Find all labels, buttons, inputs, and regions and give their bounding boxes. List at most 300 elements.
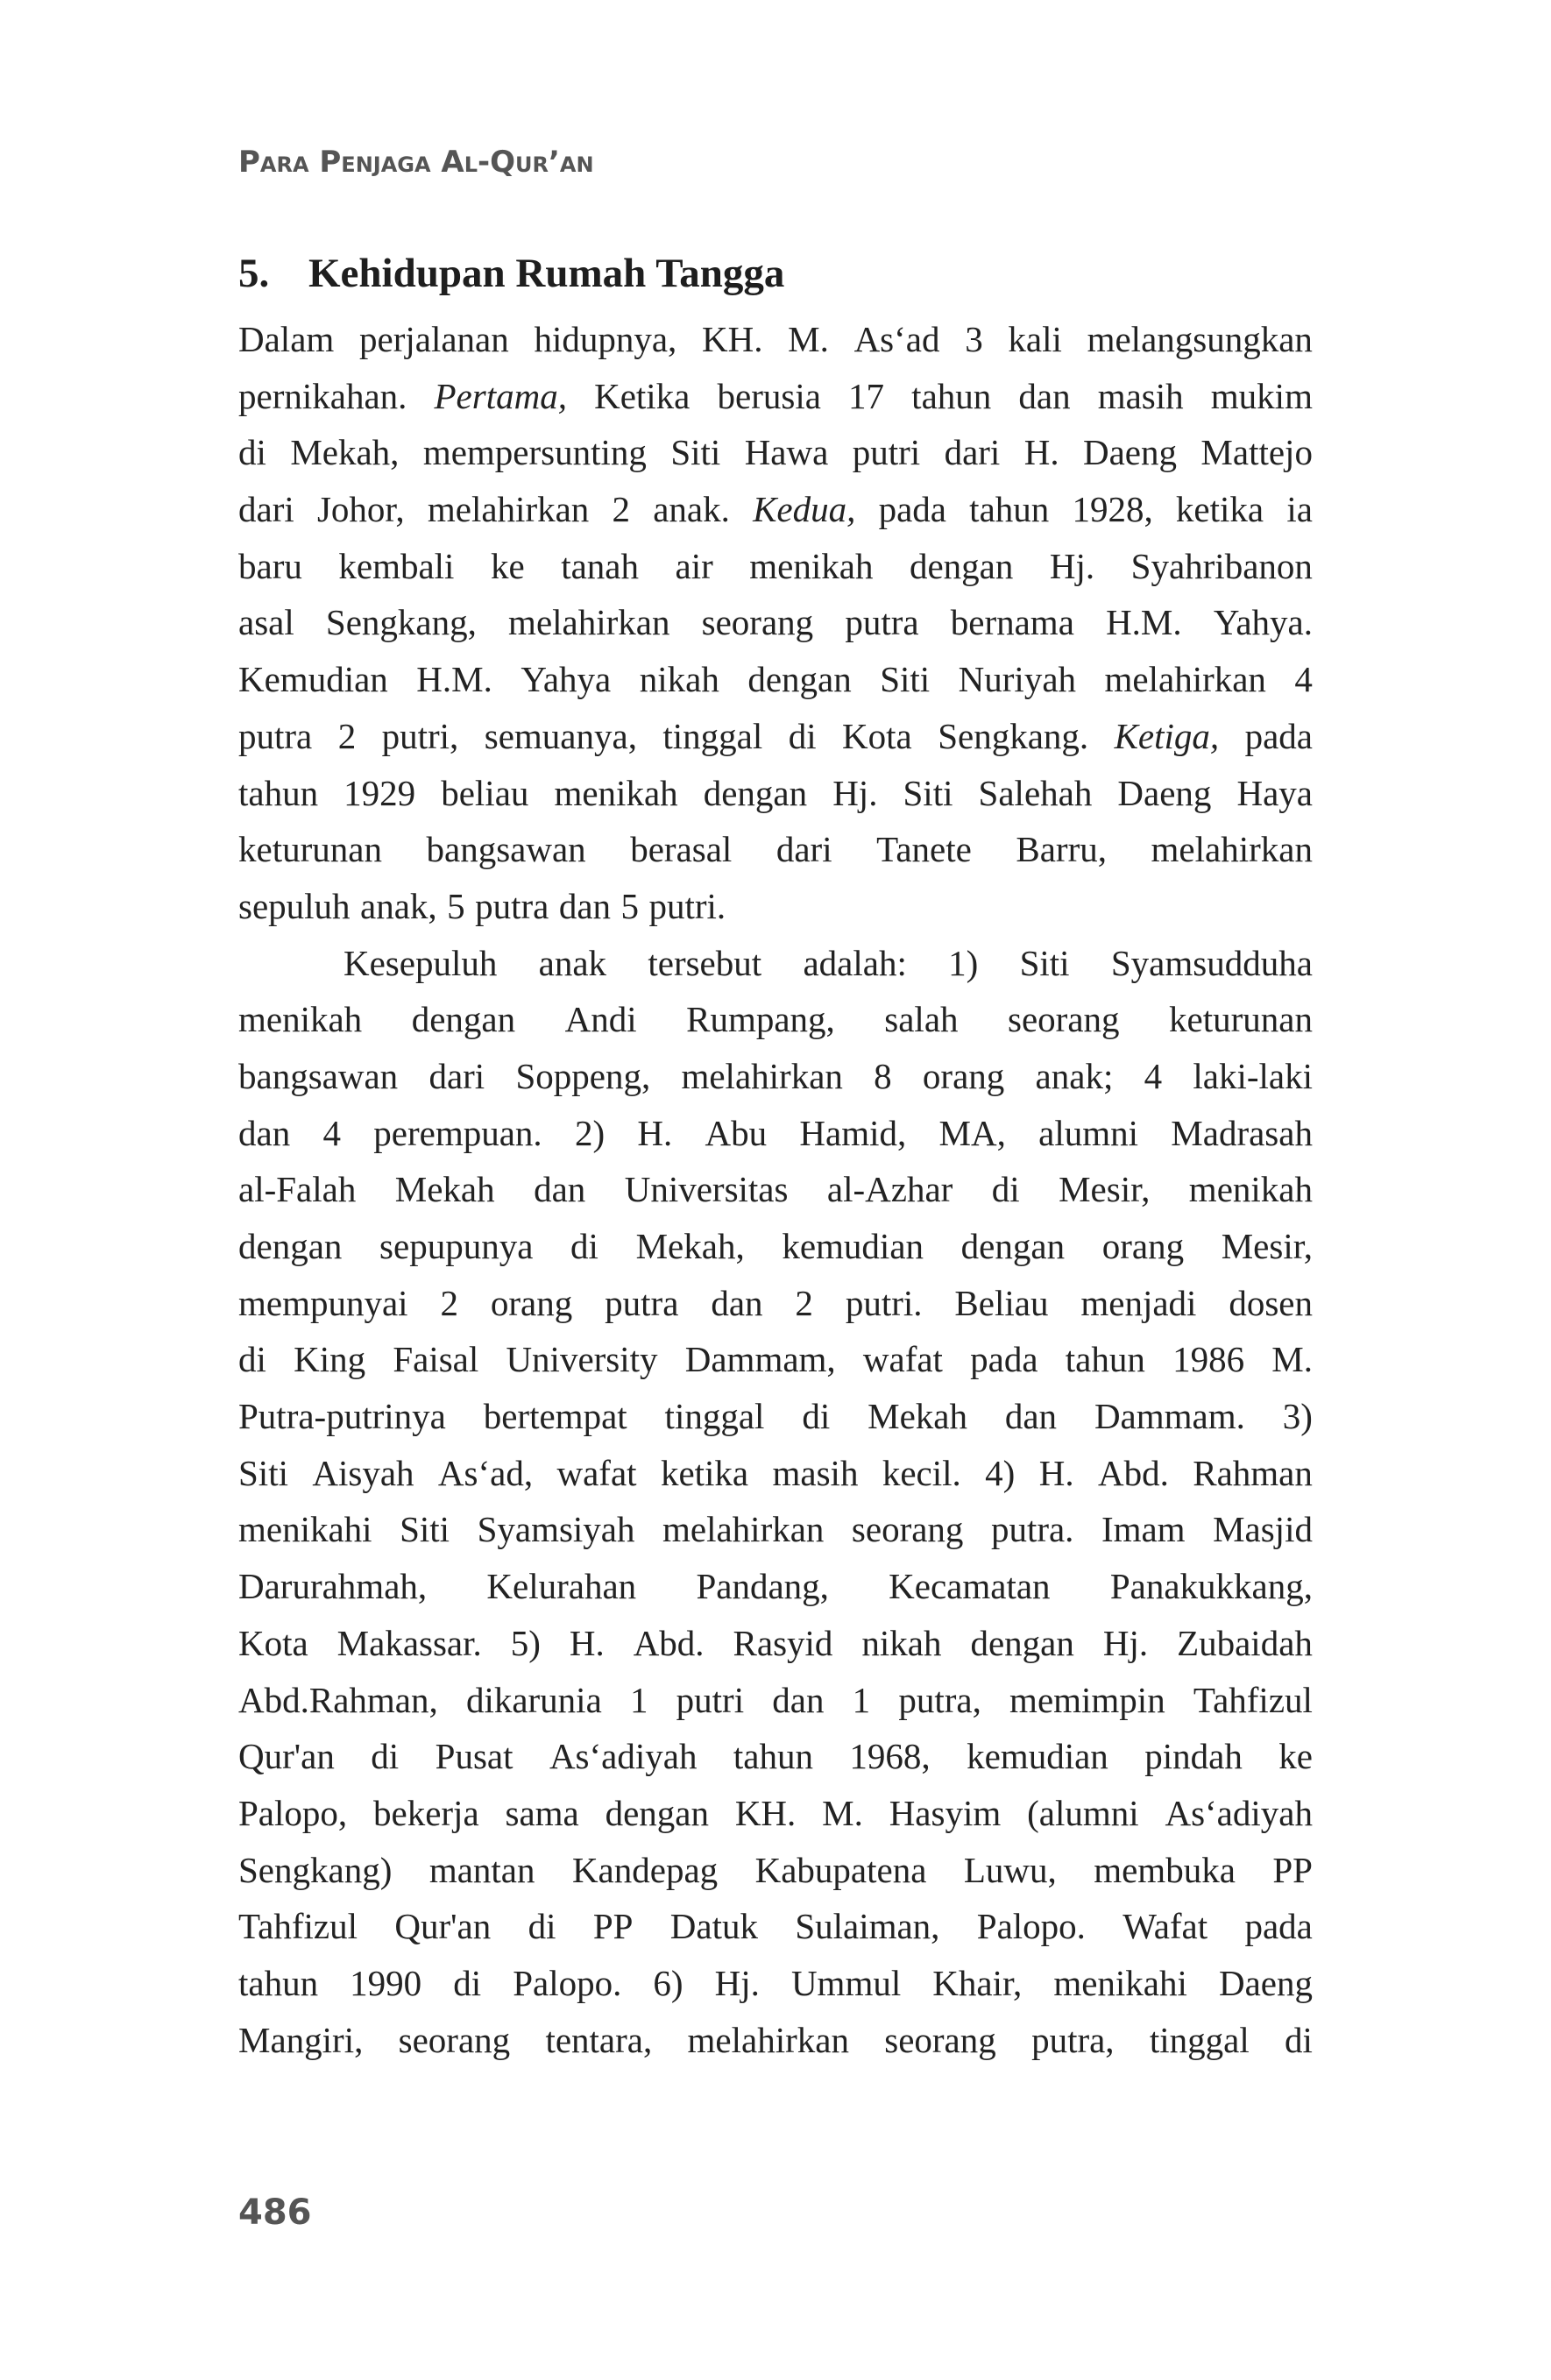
word: Hj. <box>1049 545 1095 586</box>
word: Faisal <box>393 1339 479 1380</box>
text-line <box>238 1501 1313 1558</box>
word: Abd. <box>1097 1452 1169 1493</box>
word: 4 <box>1294 659 1313 700</box>
word: Dammam, <box>684 1339 836 1380</box>
text-line <box>238 481 1313 538</box>
word: keturunan <box>1169 999 1313 1040</box>
word: Sulaiman, <box>795 1906 940 1947</box>
word: putra <box>238 715 313 756</box>
word: bernama <box>950 602 1074 643</box>
word: perjalanan <box>359 319 509 359</box>
word: Datuk <box>669 1906 758 1947</box>
word: H. <box>637 1112 673 1153</box>
word: putri, <box>381 715 459 756</box>
word: H. <box>1023 432 1059 473</box>
emphasis-word: Ketiga, <box>1114 715 1220 756</box>
word: mukim <box>1210 375 1313 416</box>
text-line <box>238 765 1313 822</box>
text-line <box>238 1218 1313 1275</box>
word: Mekah <box>394 1169 495 1210</box>
word: 1 <box>629 1679 648 1720</box>
word: Mekah, <box>635 1226 745 1266</box>
word: kali <box>1008 319 1062 359</box>
word: di <box>802 1396 831 1437</box>
word: Daeng <box>1218 1962 1313 2003</box>
word: Palopo. <box>513 1962 622 2003</box>
word: mempersunting <box>422 432 647 473</box>
word: membuka <box>1094 1849 1236 1890</box>
word: Kelurahan <box>486 1566 637 1607</box>
word: KH. <box>734 1792 797 1833</box>
word: 2) <box>574 1112 606 1153</box>
text-line <box>238 821 1313 878</box>
word: seorang <box>1008 999 1120 1040</box>
word: sepupunya <box>379 1226 534 1266</box>
word: orang <box>1101 1226 1185 1266</box>
word: di <box>528 1906 556 1947</box>
word: menjadi <box>1080 1282 1197 1323</box>
word: Khair, <box>932 1962 1023 2003</box>
word: Andi <box>564 999 637 1040</box>
word: As‘ad, <box>437 1452 534 1493</box>
word: berusia <box>717 375 821 416</box>
text-line <box>238 1955 1313 2012</box>
word: Haya <box>1236 772 1313 813</box>
word: dengan <box>411 999 516 1040</box>
word: orang <box>490 1282 573 1323</box>
word: dari <box>944 432 1001 473</box>
word: King <box>294 1339 366 1380</box>
word: alumni <box>1038 1112 1139 1153</box>
text-line <box>238 1388 1313 1445</box>
word: Abu <box>705 1112 768 1153</box>
word: dari <box>776 829 832 870</box>
word: bekerja <box>373 1792 479 1833</box>
body-text <box>238 311 1313 2068</box>
word: tersebut <box>648 942 762 983</box>
word: 2 <box>337 715 357 756</box>
word: Yahya <box>521 659 612 700</box>
word: 1986 <box>1172 1339 1245 1380</box>
word: Daeng <box>1083 432 1178 473</box>
word: Mattejo <box>1200 432 1313 473</box>
word: 2 <box>612 489 630 530</box>
word: asal <box>238 602 294 643</box>
word: Kabupatena <box>754 1849 927 1890</box>
word: di <box>788 715 817 756</box>
text-line <box>238 1672 1313 1729</box>
word: pada <box>1244 1906 1313 1947</box>
word: M. <box>822 1792 863 1833</box>
word: H. <box>1038 1452 1074 1493</box>
word: 1968, <box>849 1736 931 1777</box>
text-line <box>238 1842 1313 1899</box>
word: 5 <box>620 885 639 926</box>
word: di <box>238 1339 266 1380</box>
word: di <box>991 1169 1020 1210</box>
word: menikah <box>238 999 363 1040</box>
word: tinggal <box>664 1396 765 1437</box>
word: PP <box>1272 1849 1313 1890</box>
word: Qur'an <box>394 1906 492 1947</box>
text-line <box>238 1048 1313 1105</box>
word: Luwu, <box>963 1849 1057 1890</box>
word: Salehah <box>978 772 1093 813</box>
word: putra <box>475 885 549 926</box>
word: putra <box>845 602 919 643</box>
word: hidupnya, <box>534 319 677 359</box>
word: Darurahmah, <box>238 1566 428 1607</box>
word: dengan <box>747 659 852 700</box>
word: anak. <box>653 489 730 530</box>
word: memimpin <box>1009 1679 1165 1720</box>
word: 4) <box>985 1452 1016 1493</box>
word: Tanete <box>876 829 972 870</box>
word: menikahi <box>238 1509 372 1550</box>
word: mempunyai <box>238 1282 408 1323</box>
word: 1990 <box>350 1962 422 2003</box>
section-heading <box>238 245 784 301</box>
word: Sengkang. <box>938 715 1089 756</box>
word: tanah <box>561 545 639 586</box>
word: putra, <box>1031 2019 1115 2060</box>
emphasis-word: Pertama, <box>434 375 567 416</box>
text-line <box>238 368 1313 425</box>
word: salah <box>884 999 959 1040</box>
word: 5) <box>510 1622 541 1663</box>
word: pindah <box>1144 1736 1243 1777</box>
text-line <box>238 1558 1313 1615</box>
word: (alumni <box>1027 1792 1139 1833</box>
word: Kesepuluh <box>343 942 498 983</box>
word: al-Falah <box>238 1169 357 1210</box>
word: Mekah <box>868 1396 967 1437</box>
word: melahirkan <box>687 2019 849 2060</box>
word: Hj. <box>714 1962 760 2003</box>
text-line <box>238 594 1313 651</box>
word: Pusat <box>435 1736 513 1777</box>
word: baru <box>238 545 302 586</box>
word: dengan <box>703 772 808 813</box>
word: melangsungkan <box>1087 319 1313 359</box>
word: bertempat <box>483 1396 627 1437</box>
word: Hj. <box>1102 1622 1149 1663</box>
section-number: 5. <box>238 251 270 296</box>
word: putra. <box>990 1509 1074 1550</box>
word: Imam <box>1101 1509 1186 1550</box>
word: nikah <box>639 659 719 700</box>
word: 4 <box>1144 1055 1163 1096</box>
word: Beliau <box>954 1282 1049 1323</box>
word: di <box>453 1962 482 2003</box>
word: H.M. <box>416 659 492 700</box>
text-line <box>238 1728 1313 1785</box>
word: beliau <box>441 772 529 813</box>
word: Nuriyah <box>958 659 1077 700</box>
word: kemudian <box>967 1736 1108 1777</box>
word: dan <box>1004 1396 1058 1437</box>
word: KH. <box>701 319 763 359</box>
word: ia <box>1286 489 1313 530</box>
text-line <box>238 651 1313 708</box>
word: Universitas <box>624 1169 789 1210</box>
text-line <box>238 878 1313 935</box>
word: dosen <box>1229 1282 1313 1323</box>
word: Syahribanon <box>1130 545 1313 586</box>
word: nikah <box>861 1622 942 1663</box>
word: kemudian <box>782 1226 924 1266</box>
word: dengan <box>605 1792 709 1833</box>
word: masih <box>1097 375 1184 416</box>
word: Dalam <box>238 319 335 359</box>
word: melahirkan <box>681 1055 843 1096</box>
word: ke <box>490 545 525 586</box>
word: seorang <box>701 602 814 643</box>
word: Siti <box>238 1452 288 1493</box>
word: putra, <box>898 1679 981 1720</box>
word: seorang <box>398 2019 511 2060</box>
word: dengan <box>960 1226 1066 1266</box>
word: H. <box>569 1622 605 1663</box>
text-line <box>238 1275 1313 1332</box>
word: 2 <box>440 1282 458 1323</box>
word: Tahfizul <box>238 1906 358 1947</box>
word: seorang <box>884 2019 996 2060</box>
text-line <box>238 538 1313 595</box>
word: kecil. <box>882 1452 961 1493</box>
word: menikah <box>749 545 874 586</box>
word: Barru, <box>1016 829 1107 870</box>
paragraph <box>238 935 1313 2069</box>
running-header: Para Penjaga Al-Qur’an <box>238 145 594 180</box>
word: 6) <box>653 1962 683 2003</box>
word: 1928, <box>1072 489 1153 530</box>
word: tahun <box>911 375 992 416</box>
word: As‘adiyah <box>1165 1792 1313 1833</box>
word: Kemudian <box>238 659 388 700</box>
word: Soppeng, <box>515 1055 651 1096</box>
word: Ketika <box>594 375 691 416</box>
word: Siti <box>880 659 931 700</box>
text-line <box>238 1161 1313 1218</box>
word: melahirkan <box>1151 829 1313 870</box>
word: dan <box>1018 375 1071 416</box>
text-line <box>238 311 1313 368</box>
word: Palopo. <box>976 1906 1086 1947</box>
word: seorang <box>851 1509 964 1550</box>
word: 1) <box>948 942 979 983</box>
word: Pandang, <box>696 1566 829 1607</box>
word: pada <box>1244 715 1313 756</box>
word: Tahfizul <box>1193 1679 1313 1720</box>
word: Siti <box>670 432 721 473</box>
word: Palopo, <box>238 1792 348 1833</box>
word: sepuluh <box>238 885 351 926</box>
word: anak; <box>1035 1055 1114 1096</box>
word: 4 <box>322 1112 341 1153</box>
word: putri. <box>845 1282 923 1323</box>
word: laki-laki <box>1193 1055 1313 1096</box>
word: putri <box>676 1679 745 1720</box>
emphasis-word: Kedua, <box>753 489 856 530</box>
word: Mangiri, <box>238 2019 364 2060</box>
word: Makassar. <box>336 1622 482 1663</box>
word: As‘adiyah <box>549 1736 698 1777</box>
word: melahirkan <box>508 602 670 643</box>
word: Siti <box>1019 942 1070 983</box>
word: semuanya, <box>484 715 637 756</box>
word: di <box>1285 2019 1313 2060</box>
word: Hasyim <box>889 1792 1002 1833</box>
word: dari <box>428 1055 485 1096</box>
word: Siti <box>903 772 953 813</box>
word: H.M. <box>1106 602 1182 643</box>
word: melahirkan <box>1104 659 1266 700</box>
word: Abd. <box>633 1622 705 1663</box>
word: 1 <box>852 1679 871 1720</box>
word: 5 <box>447 885 465 926</box>
word: Kecamatan <box>889 1566 1051 1607</box>
word: 1929 <box>343 772 416 813</box>
word: masih <box>772 1452 859 1493</box>
word: Kota <box>238 1622 308 1663</box>
word: pernikahan. <box>238 375 407 416</box>
word: Panakukkang, <box>1109 1566 1313 1607</box>
word: 3) <box>1282 1396 1313 1437</box>
word: Mekah, <box>290 432 400 473</box>
word: kembali <box>338 545 455 586</box>
word: Zubaidah <box>1177 1622 1313 1663</box>
word: Johor, <box>316 489 405 530</box>
text-line <box>238 424 1313 481</box>
word: Hawa <box>744 432 829 473</box>
text-line <box>238 1898 1313 1955</box>
word: tahun <box>969 489 1050 530</box>
word: anak <box>538 942 607 983</box>
word: Sengkang, <box>325 602 477 643</box>
word: sama <box>505 1792 579 1833</box>
word: Rumpang, <box>686 999 835 1040</box>
word: putra <box>605 1282 679 1323</box>
word: Rasyid <box>733 1622 833 1663</box>
word: Mesir, <box>1221 1226 1313 1266</box>
word: dan <box>558 885 612 926</box>
word: putri <box>852 432 921 473</box>
word: Dammam. <box>1094 1396 1245 1437</box>
word: Aisyah <box>312 1452 414 1493</box>
paragraph <box>238 311 1313 935</box>
word: adalah: <box>803 942 907 983</box>
word: di <box>371 1736 400 1777</box>
word: wafat <box>556 1452 637 1493</box>
word: M. <box>788 319 829 359</box>
word: dikarunia <box>465 1679 602 1720</box>
word: tentara, <box>545 2019 653 2060</box>
word: dengan <box>238 1226 343 1266</box>
word: tinggal <box>662 715 763 756</box>
word: tahun <box>733 1736 813 1777</box>
word: Madrasah <box>1171 1112 1313 1153</box>
word: pada <box>878 489 946 530</box>
text-line <box>238 935 1313 992</box>
word: tinggal <box>1149 2019 1250 2060</box>
text-line <box>238 708 1313 765</box>
word: di <box>238 432 266 473</box>
word: Rahman <box>1193 1452 1313 1493</box>
page-number: 486 <box>238 2192 312 2233</box>
word: al-Azhar <box>826 1169 953 1210</box>
word: melahirkan <box>662 1509 825 1550</box>
word: Yahya. <box>1213 602 1313 643</box>
word: keturunan <box>238 829 382 870</box>
word: 3 <box>965 319 983 359</box>
word: University <box>506 1339 658 1380</box>
word: Syamsudduha <box>1110 942 1313 983</box>
word: MA, <box>938 1112 1006 1153</box>
text-line <box>238 1615 1313 1672</box>
word: M. <box>1271 1339 1313 1380</box>
word: Abd.Rahman, <box>238 1679 438 1720</box>
word: Daeng <box>1117 772 1212 813</box>
word: tahun <box>1065 1339 1145 1380</box>
word: putri. <box>648 885 726 926</box>
word: Wafat <box>1123 1906 1208 1947</box>
word: PP <box>592 1906 634 1947</box>
section-title: Kehidupan Rumah Tangga <box>308 251 785 296</box>
word: di <box>570 1226 598 1266</box>
word: dan <box>772 1679 825 1720</box>
word: mantan <box>428 1849 535 1890</box>
word: Masjid <box>1213 1509 1313 1550</box>
word: tahun <box>238 772 319 813</box>
word: ketika <box>660 1452 749 1493</box>
word: As‘ad <box>853 319 940 359</box>
word: dari <box>238 489 294 530</box>
word: wafat <box>862 1339 943 1380</box>
text-line <box>238 1785 1313 1842</box>
text-line <box>238 1445 1313 1502</box>
word: berasal <box>630 829 733 870</box>
word: Syamsiyah <box>477 1509 635 1550</box>
word: Kota <box>842 715 912 756</box>
word: Sengkang) <box>238 1849 393 1890</box>
word: ke <box>1278 1736 1313 1777</box>
word: melahirkan <box>427 489 590 530</box>
text-line <box>238 1331 1313 1388</box>
word: orang <box>922 1055 1005 1096</box>
word: 17 <box>848 375 885 416</box>
word: anak, <box>360 885 437 926</box>
word: tahun <box>238 1962 319 2003</box>
text-line <box>238 2012 1313 2069</box>
word: pada <box>970 1339 1038 1380</box>
word: 8 <box>874 1055 892 1096</box>
word: menikahi <box>1053 1962 1187 2003</box>
text-line <box>238 1105 1313 1162</box>
word: Kandepag <box>571 1849 719 1890</box>
word: Mesir, <box>1059 1169 1151 1210</box>
word: bangsawan <box>426 829 586 870</box>
word: Siti <box>400 1509 450 1550</box>
word: Hj. <box>832 772 878 813</box>
word: 2 <box>795 1282 813 1323</box>
word: ketika <box>1175 489 1264 530</box>
word: Qur'an <box>238 1736 335 1777</box>
word: bangsawan <box>238 1055 399 1096</box>
word: menikah <box>1188 1169 1313 1210</box>
word: Ummul <box>790 1962 902 2003</box>
word: Hamid, <box>799 1112 907 1153</box>
